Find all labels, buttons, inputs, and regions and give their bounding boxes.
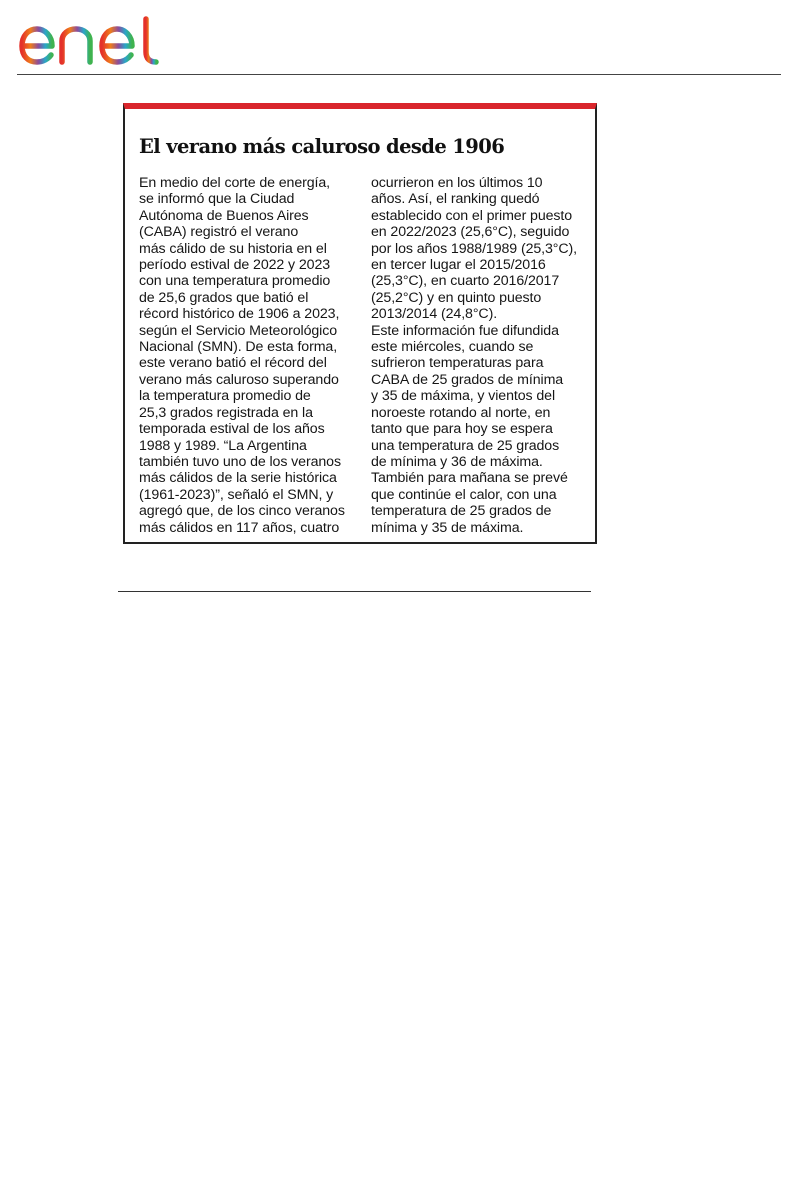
text-line: (CABA) registró el verano bbox=[139, 224, 299, 241]
text-line: y 35 de máxima, y vientos del bbox=[371, 388, 555, 405]
text-line: También para mañana se prevé bbox=[371, 470, 568, 487]
text-line: que continúe el calor, con una bbox=[371, 486, 557, 503]
text-line: establecido con el primer puesto bbox=[371, 207, 573, 224]
text-line: (1961-2023)”, señaló el SMN, y bbox=[139, 486, 334, 503]
bottom-divider bbox=[118, 591, 591, 592]
text-line: la temperatura promedio de bbox=[139, 388, 311, 405]
text-line: temperatura de 25 grados de bbox=[371, 503, 552, 520]
text-line: récord histórico de 1906 a 2023, bbox=[139, 306, 340, 323]
text-line: temporada estival de los años bbox=[139, 421, 325, 438]
text-line: de mínima y 36 de máxima. bbox=[371, 453, 543, 470]
clipping-column-left bbox=[139, 175, 361, 536]
text-line: por los años 1988/1989 (25,3°C), bbox=[371, 240, 577, 257]
clipping-title: El verano más caluroso desde 1906 bbox=[139, 135, 505, 158]
text-line: Este información fue difundida bbox=[371, 322, 559, 339]
text-line: sufrieron temperaturas para bbox=[371, 355, 544, 372]
text-line: años. Así, el ranking quedó bbox=[371, 191, 540, 208]
text-line: más cálidos de la serie histórica bbox=[139, 470, 337, 487]
header-divider bbox=[17, 74, 781, 75]
text-line: más cálidos en 117 años, cuatro bbox=[139, 519, 340, 536]
text-line: (25,2°C) y en quinto puesto bbox=[371, 289, 542, 306]
news-clipping bbox=[123, 103, 597, 544]
text-line: CABA de 25 grados de mínima bbox=[371, 371, 564, 388]
text-line: verano más caluroso superando bbox=[139, 371, 339, 388]
clipping-column-right bbox=[371, 175, 595, 536]
text-line: 2013/2014 (24,8°C). bbox=[371, 306, 498, 323]
enel-logo bbox=[18, 14, 178, 70]
text-line: Nacional (SMN). De esta forma, bbox=[139, 339, 338, 356]
text-line: 25,3 grados registrada en la bbox=[139, 404, 313, 421]
text-line: agregó que, de los cinco veranos bbox=[139, 503, 345, 520]
text-line: noroeste rotando al norte, en bbox=[371, 404, 551, 421]
text-line: ocurrieron en los últimos 10 bbox=[371, 175, 543, 191]
text-line: según el Servicio Meteorológico bbox=[139, 322, 337, 339]
text-line: más cálido de su historia en el bbox=[139, 240, 327, 257]
text-line: este miércoles, cuando se bbox=[371, 339, 534, 356]
text-line: 1988 y 1989. “La Argentina bbox=[139, 437, 307, 454]
text-line: período estival de 2022 y 2023 bbox=[139, 257, 331, 274]
text-line: tanto que para hoy se espera bbox=[371, 421, 553, 438]
text-line: en 2022/2023 (25,6°C), seguido bbox=[371, 224, 570, 241]
text-line: de 25,6 grados que batió el bbox=[139, 289, 309, 306]
text-line: mínima y 35 de máxima. bbox=[371, 519, 524, 536]
text-line: (25,3°C), en cuarto 2016/2017 bbox=[371, 273, 560, 290]
text-line: se informó que la Ciudad bbox=[139, 191, 295, 208]
text-line: este verano batió el récord del bbox=[139, 355, 327, 372]
text-line: también tuvo uno de los veranos bbox=[139, 453, 341, 470]
text-line: una temperatura de 25 grados bbox=[371, 437, 560, 454]
text-line: en tercer lugar el 2015/2016 bbox=[371, 257, 546, 274]
text-line: En medio del corte de energía, bbox=[139, 175, 331, 191]
text-line: con una temperatura promedio bbox=[139, 273, 331, 290]
text-line: Autónoma de Buenos Aires bbox=[139, 207, 309, 224]
